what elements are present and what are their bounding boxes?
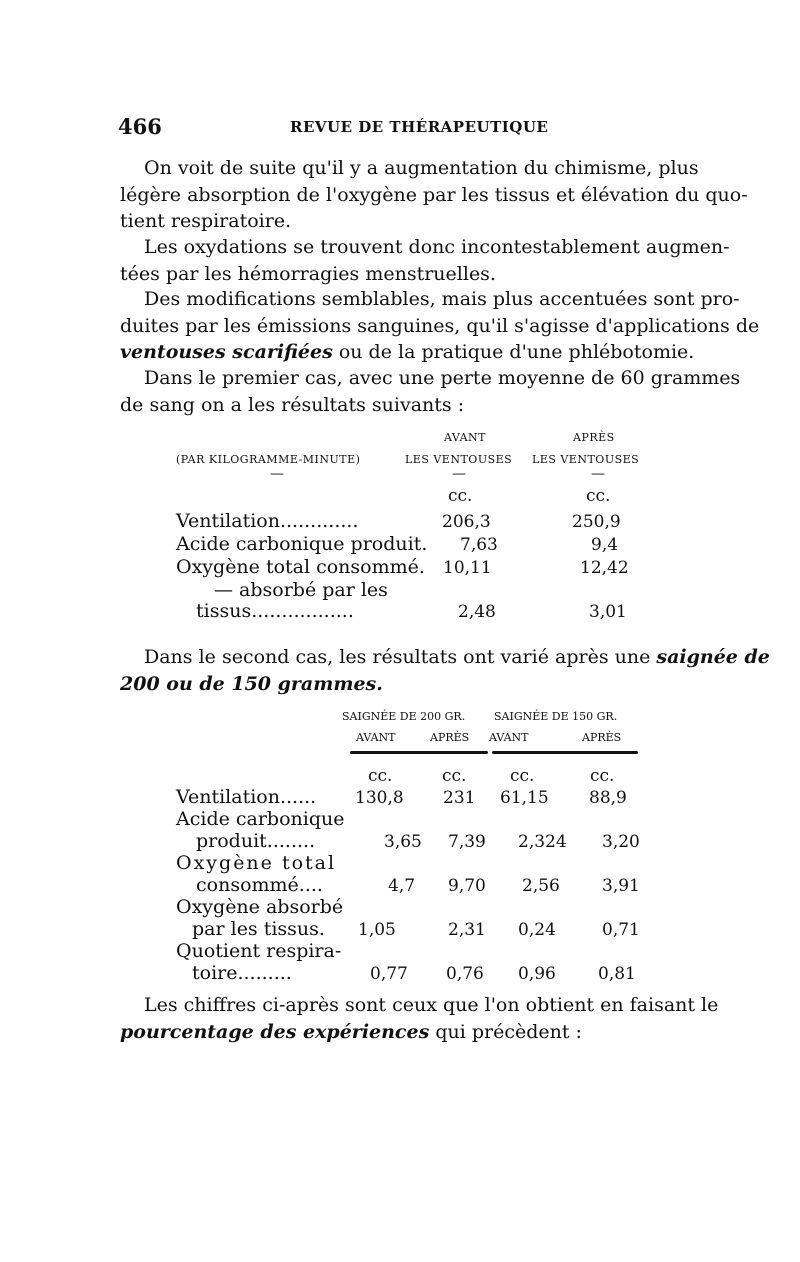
paragraph-5 xyxy=(120,644,770,697)
table-cell: 206,3 xyxy=(442,512,491,532)
italic-phrase: pourcentage des expériences xyxy=(120,1020,430,1043)
paragraph-3 xyxy=(120,286,760,366)
unit-label: cc. xyxy=(510,766,535,786)
column-header-apres: APRÈS xyxy=(573,431,615,444)
table-cell: 88,9 xyxy=(589,788,627,808)
text-line xyxy=(120,644,770,671)
table-cell: 0,81 xyxy=(598,964,636,984)
table-cell: 9,4 xyxy=(591,535,619,555)
unit-label: cc. xyxy=(442,766,467,786)
table-cell: 12,42 xyxy=(580,558,629,578)
row-label: Acide carbonique xyxy=(176,808,345,830)
unit-label: cc. xyxy=(368,766,393,786)
row-label: Oxygène total xyxy=(176,852,337,874)
row-label: Acide carbonique produit. xyxy=(176,533,428,555)
row-label: Oxygène total consommé. xyxy=(176,556,425,578)
row-label: consommé.... xyxy=(196,874,323,896)
paragraph-4 xyxy=(120,365,741,418)
text-line: tient respiratoire. xyxy=(120,210,292,232)
group-brace xyxy=(492,751,638,754)
row-label: toire......... xyxy=(192,962,292,984)
table-cell: 231 xyxy=(443,788,476,808)
row-label: produit........ xyxy=(196,830,316,852)
table-cell: 0,71 xyxy=(602,920,640,940)
table-cell: 2,324 xyxy=(518,832,567,852)
text-line xyxy=(120,671,682,698)
dash-separator: — xyxy=(270,466,284,482)
text-line: Dans le premier cas, avec une perte moyenne de 60 grammes xyxy=(144,367,741,389)
row-label: tissus................. xyxy=(196,600,354,622)
text-line: Les oxydations se trouvent donc incontestablement augmen- xyxy=(144,236,730,258)
unit-label: cc. xyxy=(590,766,615,786)
subheader-apres: APRÈS xyxy=(430,731,470,744)
text-line: On voit de suite qu'il y a augmentation du chimisme, plus xyxy=(144,157,699,179)
dash-separator: — xyxy=(452,466,466,482)
italic-phrase: 200 ou de 150 grammes. xyxy=(120,672,383,695)
row-label: Ventilation...... xyxy=(176,786,317,808)
text-line xyxy=(120,1019,682,1046)
unit-label: cc. xyxy=(586,486,611,506)
table-cell: 10,11 xyxy=(443,558,492,578)
running-title: REVUE DE THÉRAPEUTIQUE xyxy=(290,118,549,136)
row-label: Quotient respira- xyxy=(176,940,342,962)
text-line: Des modifications semblables, mais plus accentuées sont pro- xyxy=(144,288,740,310)
table-cell: 7,63 xyxy=(460,535,498,555)
table-cell: 1,05 xyxy=(358,920,396,940)
table-cell: 0,96 xyxy=(518,964,556,984)
unit-label: cc. xyxy=(448,486,473,506)
table-cell: 3,20 xyxy=(602,832,640,852)
column-header-avant: AVANT xyxy=(444,431,486,444)
row-label: — absorbé par les xyxy=(214,579,388,601)
text-line xyxy=(120,339,695,366)
table-label-header: (PAR KILOGRAMME-MINUTE) xyxy=(176,453,361,466)
table-cell: 250,9 xyxy=(572,512,621,532)
table-cell: 3,91 xyxy=(602,876,640,896)
text-line: Les chiffres ci-après sont ceux que l'on obtient en faisant le xyxy=(144,994,719,1016)
row-label: Oxygène absorbé xyxy=(176,896,344,918)
text-fragment: qui précèdent : xyxy=(429,1020,582,1043)
italic-phrase: ventouses scarifiées xyxy=(120,341,333,363)
table-cell: 4,7 xyxy=(388,876,416,896)
text-fragment: Dans le second cas, les résultats ont varié après une xyxy=(144,646,657,668)
group-header-200: SAIGNÉE DE 200 GR. xyxy=(342,710,466,723)
table-cell: 2,31 xyxy=(448,920,486,940)
group-brace xyxy=(350,751,488,754)
table-cell: 130,8 xyxy=(355,788,404,808)
row-label: par les tissus. xyxy=(192,918,325,940)
paragraph-1 xyxy=(120,155,748,235)
table-cell: 3,65 xyxy=(384,832,422,852)
group-header-150: SAIGNÉE DE 150 GR. xyxy=(494,710,618,723)
column-subheader-apres: LES VENTOUSES xyxy=(532,453,640,466)
column-subheader-avant: LES VENTOUSES xyxy=(405,453,513,466)
text-line: tées par les hémorragies menstruelles. xyxy=(120,262,496,285)
table-cell: 2,56 xyxy=(522,876,560,896)
text-line: duites par les émissions sanguines, qu'il s'agisse d'applications de xyxy=(120,314,760,337)
page-number: 466 xyxy=(118,114,162,139)
paragraph-2 xyxy=(120,234,730,287)
table-cell: 9,70 xyxy=(448,876,486,896)
dash-separator: — xyxy=(591,466,605,482)
table-cell: 0,77 xyxy=(370,964,408,984)
table-cell: 7,39 xyxy=(448,832,486,852)
table-cell: 0,24 xyxy=(518,920,556,940)
table-cell: 61,15 xyxy=(500,788,549,808)
subheader-avant: AVANT xyxy=(489,731,529,744)
paragraph-6 xyxy=(120,992,719,1045)
italic-phrase: saignée de xyxy=(656,646,770,668)
row-label: Ventilation............. xyxy=(176,510,359,532)
table-cell: 3,01 xyxy=(589,602,627,622)
text-fragment: ou de la pratique d'une phlébotomie. xyxy=(332,341,695,363)
table-cell: 2,48 xyxy=(458,602,496,622)
subheader-apres: APRÈS xyxy=(582,731,622,744)
text-line: de sang on a les résultats suivants : xyxy=(120,393,465,416)
text-line: légère absorption de l'oxygène par les tissus et élévation du quo- xyxy=(120,183,748,206)
subheader-avant: AVANT xyxy=(356,731,396,744)
table-cell: 0,76 xyxy=(446,964,484,984)
